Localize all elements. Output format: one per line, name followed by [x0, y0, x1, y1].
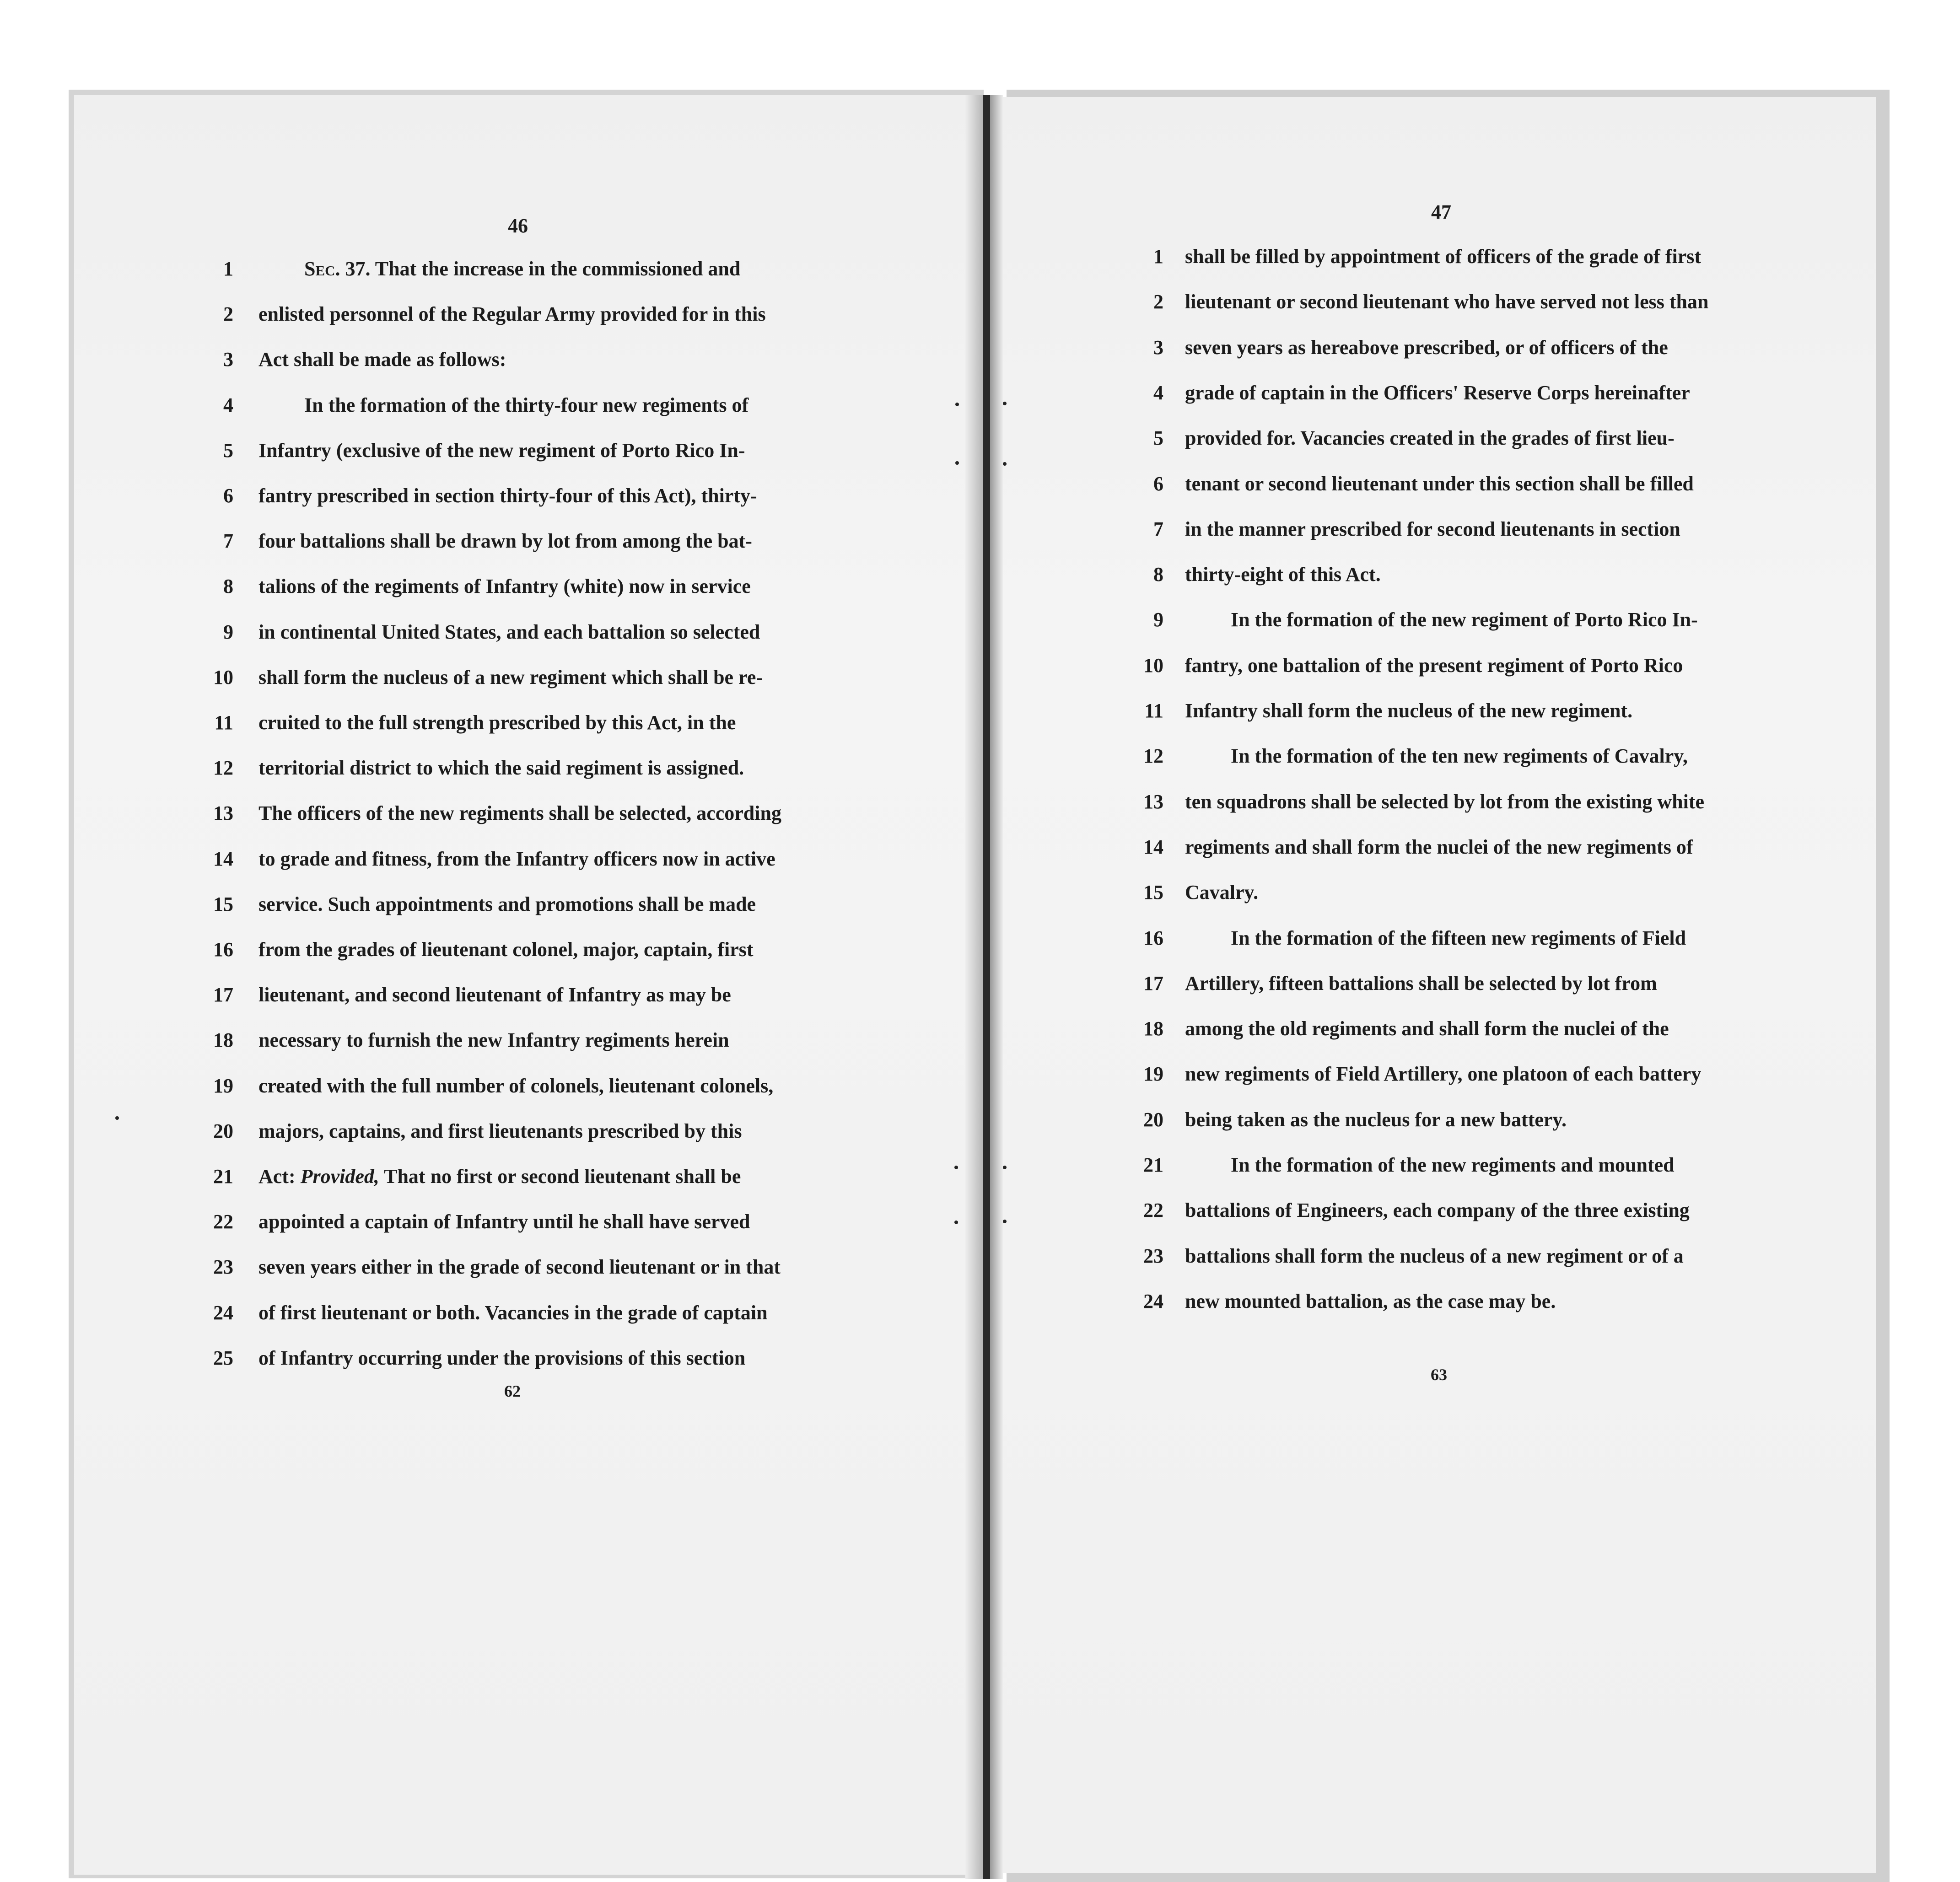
text-line — [258, 1119, 742, 1143]
text-line — [1185, 835, 1693, 859]
speck — [1003, 1220, 1007, 1223]
text-line — [258, 938, 754, 961]
line-number: 15 — [213, 893, 233, 915]
line-number: 11 — [214, 711, 233, 734]
line-body: of first lieutenant or both. Vacancies in the grade of captain — [258, 1301, 768, 1324]
text-line — [1185, 336, 1668, 359]
line-body: among the old regiments and shall form the nuclei of the — [1185, 1017, 1669, 1040]
text-line — [1185, 1108, 1567, 1131]
text-line — [304, 393, 748, 417]
line-body: Cavalry. — [1185, 881, 1259, 904]
text-line — [1185, 881, 1258, 904]
line-body: In the formation of the new regiment of Porto Rico In- — [1231, 608, 1698, 631]
line-body: In the formation of the new regiments and mounted — [1231, 1154, 1675, 1176]
speck — [1003, 462, 1007, 466]
text-line — [1185, 290, 1708, 313]
text-line — [258, 1210, 750, 1233]
line-body: to grade and fitness, from the Infantry officers now in active — [258, 847, 775, 870]
text-line — [258, 348, 506, 371]
line-number: 22 — [1143, 1199, 1163, 1222]
line-number: 6 — [223, 484, 233, 507]
line-number: 1 — [223, 258, 233, 280]
line-body: 37. That the increase in the commissioned and — [340, 258, 741, 280]
right-bottom-signature-number: 63 — [1431, 1366, 1447, 1384]
line-number: 14 — [213, 847, 233, 870]
line-body: regiments and shall form the nuclei of the new regiments of — [1185, 835, 1693, 858]
line-number: 20 — [213, 1119, 233, 1142]
line-body: created with the full number of colonels, lieutenant colonels, — [258, 1074, 774, 1097]
line-number: 11 — [1144, 699, 1163, 722]
line-number: 19 — [213, 1074, 233, 1097]
gutter-shadow-left — [965, 95, 983, 1879]
text-line — [1185, 426, 1675, 450]
line-body: service. Such appointments and promotions shall be made — [258, 893, 756, 915]
left-page-number: 46 — [508, 215, 528, 237]
text-line — [1231, 608, 1698, 631]
text-line — [1185, 972, 1657, 995]
text-line — [258, 439, 745, 462]
text-line — [258, 1255, 781, 1279]
italic-term: Provided, — [300, 1165, 379, 1188]
line-body: new regiments of Field Artillery, one platoon of each battery — [1185, 1063, 1702, 1086]
line-number: 23 — [1143, 1244, 1163, 1267]
line-number: 19 — [1143, 1063, 1163, 1086]
line-body: four battalions shall be drawn by lot from among the bat- — [258, 530, 752, 553]
text-line — [1185, 472, 1694, 495]
text-line — [1231, 744, 1688, 768]
line-body: In the formation of the fifteen new regiments of Field — [1231, 926, 1686, 949]
speck — [1003, 1166, 1007, 1169]
line-number: 6 — [1153, 472, 1163, 495]
text-line — [258, 711, 736, 734]
text-line — [1231, 926, 1686, 950]
text-line — [258, 302, 766, 326]
line-number: 15 — [1143, 881, 1163, 904]
line-body: territorial district to which the said regiment is assigned. — [258, 757, 744, 780]
line-body: enlisted personnel of the Regular Army provided for in this — [258, 303, 766, 326]
text-line — [1231, 1153, 1675, 1177]
line-body: thirty-eight of this Act. — [1185, 563, 1381, 586]
text-line — [1185, 381, 1690, 404]
line-body: cruited to the full strength prescribed by this Act, in the — [258, 711, 736, 734]
line-body: The officers of the new regiments shall be selected, according — [258, 802, 781, 825]
line-body: shall form the nucleus of a new regiment which shall be re- — [258, 666, 763, 688]
line-body: That no first or second lieutenant shall be — [379, 1165, 741, 1188]
text-line — [1185, 1244, 1684, 1268]
speck — [955, 461, 959, 465]
line-number: 9 — [223, 620, 233, 643]
line-body: necessary to furnish the new Infantry regiments herein — [258, 1029, 729, 1052]
line-number: 3 — [223, 348, 233, 371]
text-line — [1185, 245, 1701, 268]
line-number: 10 — [1143, 654, 1163, 677]
line-body: Infantry shall form the nucleus of the new regiment. — [1185, 699, 1633, 722]
line-number: 12 — [1143, 745, 1163, 768]
line-body: in the manner prescribed for second lieutenants in section — [1185, 517, 1680, 540]
line-number: 5 — [223, 439, 233, 462]
line-body: lieutenant or second lieutenant who have served not less than — [1185, 290, 1709, 313]
line-number: 13 — [213, 802, 233, 825]
text-line — [1185, 699, 1632, 722]
speck — [955, 403, 959, 406]
line-body: being taken as the nucleus for a new battery. — [1185, 1108, 1567, 1131]
gutter-shadow-right — [990, 95, 1003, 1879]
line-prefix: Act: — [258, 1165, 301, 1188]
line-number: 16 — [213, 938, 233, 961]
line-number: 7 — [1153, 517, 1163, 540]
line-body: Act shall be made as follows: — [258, 348, 506, 371]
text-line — [258, 1165, 741, 1188]
line-number: 3 — [1153, 336, 1163, 359]
line-number: 8 — [1153, 563, 1163, 586]
text-line — [258, 801, 781, 825]
line-body: shall be filled by appointment of officers of the grade of first — [1185, 245, 1701, 268]
speck — [954, 1221, 958, 1224]
line-number: 24 — [213, 1301, 233, 1324]
line-number: 14 — [1143, 835, 1163, 858]
line-body: tenant or second lieutenant under this section shall be filled — [1185, 472, 1694, 495]
text-line — [258, 983, 731, 1006]
line-number: 18 — [213, 1029, 233, 1052]
line-number: 2 — [223, 303, 233, 326]
line-number: 7 — [223, 530, 233, 553]
line-body: of Infantry occurring under the provisions of this section — [258, 1346, 746, 1369]
text-line — [258, 756, 744, 780]
line-number: 10 — [213, 666, 233, 688]
text-line — [1185, 1062, 1701, 1086]
line-body: fantry prescribed in section thirty-four of this Act), thirty- — [258, 484, 757, 507]
line-body: In the formation of the ten new regiments of Cavalry, — [1231, 745, 1688, 768]
line-body: from the grades of lieutenant colonel, major, captain, first — [258, 938, 754, 961]
text-line — [1185, 517, 1680, 541]
speck — [954, 1166, 958, 1169]
line-number: 4 — [223, 393, 233, 416]
line-body: Infantry (exclusive of the new regiment of Porto Rico In- — [258, 439, 745, 462]
text-line — [1185, 790, 1704, 813]
line-body: In the formation of the thirty-four new regiments of — [304, 393, 749, 416]
line-number: 8 — [223, 575, 233, 598]
text-line — [258, 1074, 773, 1097]
line-number: 16 — [1143, 926, 1163, 949]
line-body: ten squadrons shall be selected by lot from the existing white — [1185, 790, 1705, 813]
line-body: battalions of Engineers, each company of the three existing — [1185, 1199, 1690, 1222]
text-line — [1185, 563, 1381, 586]
line-number: 13 — [1143, 790, 1163, 813]
line-number: 17 — [213, 984, 233, 1006]
text-line — [258, 620, 760, 644]
text-line — [258, 893, 756, 916]
line-number: 21 — [213, 1165, 233, 1188]
text-line — [258, 847, 775, 871]
section-label: Sec. — [304, 258, 340, 280]
text-line — [258, 1028, 729, 1052]
line-number: 24 — [1143, 1290, 1163, 1312]
text-line — [1185, 654, 1683, 677]
line-body: seven years as hereabove prescribed, or of officers of the — [1185, 336, 1668, 359]
line-body: fantry, one battalion of the present regiment of Porto Rico — [1185, 654, 1683, 677]
left-bottom-signature-number: 62 — [504, 1382, 521, 1400]
line-number: 22 — [213, 1210, 233, 1233]
line-number: 17 — [1143, 972, 1163, 995]
line-number: 5 — [1153, 427, 1163, 450]
text-line — [1185, 1199, 1690, 1222]
line-body: provided for. Vacancies created in the grades of first lieu- — [1185, 427, 1675, 450]
line-body: Artillery, fifteen battalions shall be selected by lot from — [1185, 972, 1657, 995]
line-body: grade of captain in the Officers' Reserve Corps hereinafter — [1185, 381, 1690, 404]
line-number: 2 — [1153, 290, 1163, 313]
line-number: 1 — [1153, 245, 1163, 268]
text-line — [258, 575, 751, 598]
speck — [115, 1116, 119, 1120]
line-body: majors, captains, and first lieutenants prescribed by this — [258, 1119, 742, 1142]
binding-gutter — [983, 95, 990, 1879]
line-number: 12 — [213, 757, 233, 780]
text-line — [1185, 1290, 1556, 1313]
line-body: lieutenant, and second lieutenant of Infantry as may be — [258, 984, 731, 1006]
line-number: 25 — [213, 1346, 233, 1369]
text-line — [258, 666, 763, 689]
line-number: 18 — [1143, 1017, 1163, 1040]
line-body: talions of the regiments of Infantry (white) now in service — [258, 575, 751, 598]
line-body: seven years either in the grade of second lieutenant or in that — [258, 1256, 781, 1279]
text-line — [304, 257, 740, 280]
line-number: 20 — [1143, 1108, 1163, 1131]
line-number: 4 — [1153, 381, 1163, 404]
text-line — [258, 1346, 745, 1370]
speck — [1003, 402, 1007, 405]
line-number: 21 — [1143, 1154, 1163, 1176]
right-page-number: 47 — [1431, 201, 1451, 223]
line-body: battalions shall form the nucleus of a new regiment or of a — [1185, 1244, 1684, 1267]
text-line — [258, 529, 752, 553]
line-body: new mounted battalion, as the case may be. — [1185, 1290, 1556, 1312]
line-number: 23 — [213, 1256, 233, 1279]
text-line — [1185, 1017, 1669, 1040]
line-number: 9 — [1153, 608, 1163, 631]
text-line — [258, 484, 757, 507]
line-body: in continental United States, and each battalion so selected — [258, 620, 760, 643]
text-line — [258, 1301, 768, 1324]
line-body: appointed a captain of Infantry until he shall have served — [258, 1210, 750, 1233]
